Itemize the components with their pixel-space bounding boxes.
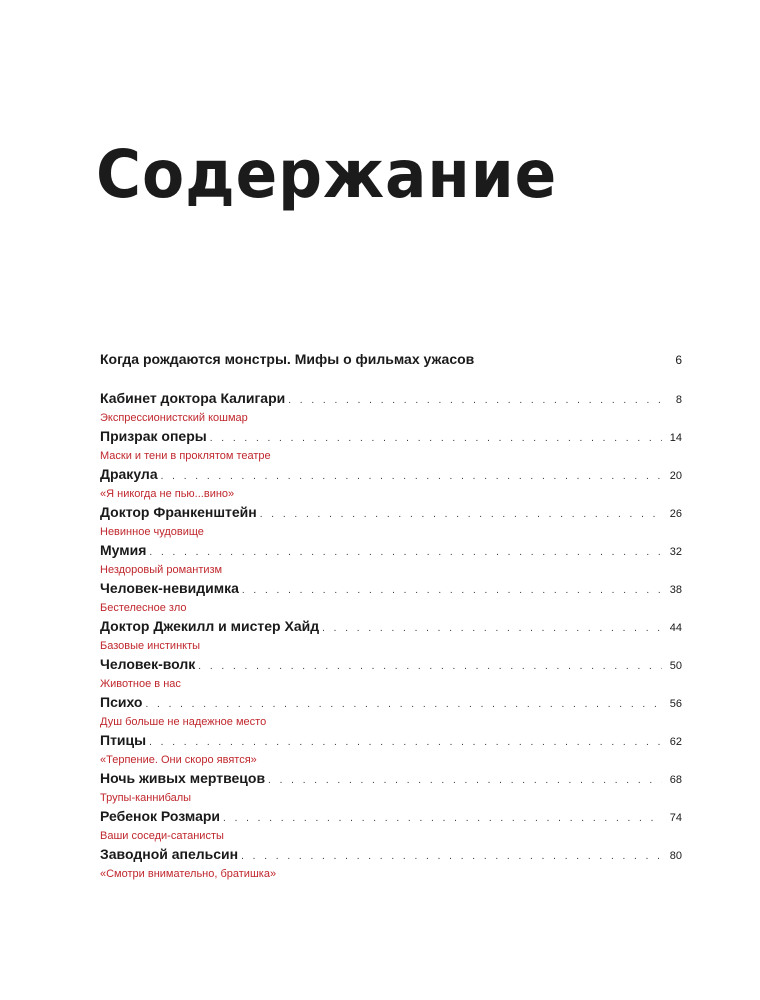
dot-leader	[260, 509, 662, 520]
toc-entry[interactable]	[100, 580, 682, 618]
toc-entry-title: Птицы	[100, 732, 147, 748]
toc-entry-title: Заводной апельсин	[100, 846, 239, 862]
dot-leader	[198, 661, 662, 672]
toc-entry[interactable]	[100, 770, 682, 808]
toc-entry-line	[100, 466, 682, 486]
toc-entry-line	[100, 390, 682, 410]
toc-entry-page-number: 62	[669, 736, 682, 748]
page-title: Содержание	[96, 136, 558, 213]
toc-entry-subtitle: Маски и тени в проклятом театре	[100, 450, 271, 462]
dot-leader	[288, 395, 662, 406]
toc-intro-entry[interactable]	[100, 351, 682, 367]
toc-entry-page-number: 74	[669, 812, 682, 824]
toc-entry-page-number: 80	[669, 850, 682, 862]
dot-leader	[223, 813, 662, 824]
toc-entry-subtitle: Невинное чудовище	[100, 526, 204, 538]
toc-entry[interactable]	[100, 428, 682, 466]
toc-entry-line	[100, 770, 682, 790]
dot-leader	[268, 775, 662, 786]
toc-entry-line	[100, 428, 682, 448]
toc-entry-title: Психо	[100, 694, 143, 710]
toc-entry[interactable]	[100, 732, 682, 770]
toc-entry-subtitle: «Смотри внимательно, братишка»	[100, 868, 277, 880]
toc-entry-line	[100, 846, 682, 866]
toc-entry-line	[100, 694, 682, 714]
toc-entry-title: Доктор Джекилл и мистер Хайд	[100, 618, 320, 634]
toc-entry[interactable]	[100, 390, 682, 428]
toc-entry-page-number: 44	[669, 622, 682, 634]
toc-entry-title: Человек-невидимка	[100, 580, 239, 596]
toc-entry-page-number: 38	[669, 584, 682, 596]
toc-entry[interactable]	[100, 846, 682, 884]
toc-entry-subtitle: Бестелесное зло	[100, 602, 187, 614]
toc-entry[interactable]	[100, 542, 682, 580]
toc-entry-subtitle: Животное в нас	[100, 678, 181, 690]
toc-entry-subtitle: Базовые инстинкты	[100, 640, 201, 652]
intro-title: Когда рождаются монстры. Мифы о фильмах ужасов	[100, 351, 475, 367]
toc-entry[interactable]	[100, 618, 682, 656]
toc-entry-title: Ребенок Розмари	[100, 808, 221, 824]
toc-entry-title: Человек-волк	[100, 656, 196, 672]
toc-entry[interactable]	[100, 466, 682, 504]
toc-entry-line	[100, 656, 682, 676]
toc-entry-subtitle: Нездоровый романтизм	[100, 564, 223, 576]
dot-leader	[149, 737, 662, 748]
toc-entry-subtitle: Трупы-каннибалы	[100, 792, 192, 804]
toc-entry-page-number: 68	[669, 774, 682, 786]
toc-entry-line	[100, 504, 682, 524]
dot-leader	[161, 471, 662, 482]
toc-entry-title: Ночь живых мертвецов	[100, 770, 266, 786]
toc-entry-page-number: 56	[669, 698, 682, 710]
toc-entry-subtitle: «Я никогда не пью...вино»	[100, 488, 235, 500]
dot-leader	[145, 699, 662, 710]
toc-entry[interactable]	[100, 808, 682, 846]
table-of-contents	[100, 390, 682, 884]
toc-entry-title: Кабинет доктора Калигари	[100, 390, 286, 406]
dot-leader	[322, 623, 662, 634]
toc-entry-line	[100, 618, 682, 638]
toc-entry-line	[100, 808, 682, 828]
toc-entry-page-number: 14	[669, 432, 682, 444]
toc-entry-subtitle: Ваши соседи-сатанисты	[100, 830, 224, 842]
toc-entry-line	[100, 580, 682, 600]
toc-entry-title: Призрак оперы	[100, 428, 207, 444]
toc-entry-subtitle: Экспрессионистский кошмар	[100, 412, 248, 424]
dot-leader	[210, 433, 662, 444]
toc-entry[interactable]	[100, 694, 682, 732]
toc-entry-subtitle: Душ больше не надежное место	[100, 716, 267, 728]
toc-entry[interactable]	[100, 504, 682, 542]
toc-entry[interactable]	[100, 656, 682, 694]
toc-entry-page-number: 26	[669, 508, 682, 520]
toc-entry-line	[100, 542, 682, 562]
dot-leader	[241, 851, 662, 862]
toc-entry-page-number: 32	[669, 546, 682, 558]
dot-leader	[149, 547, 662, 558]
intro-page-number: 6	[675, 353, 682, 367]
toc-entry-line	[100, 732, 682, 752]
toc-entry-subtitle: «Терпение. Они скоро явятся»	[100, 754, 257, 766]
toc-entry-title: Доктор Франкенштейн	[100, 504, 257, 520]
toc-entry-page-number: 8	[675, 394, 682, 406]
toc-entry-title: Мумия	[100, 542, 147, 558]
toc-entry-title: Дракула	[100, 466, 158, 482]
toc-entry-page-number: 50	[669, 660, 682, 672]
toc-entry-page-number: 20	[669, 470, 682, 482]
dot-leader	[242, 585, 662, 596]
